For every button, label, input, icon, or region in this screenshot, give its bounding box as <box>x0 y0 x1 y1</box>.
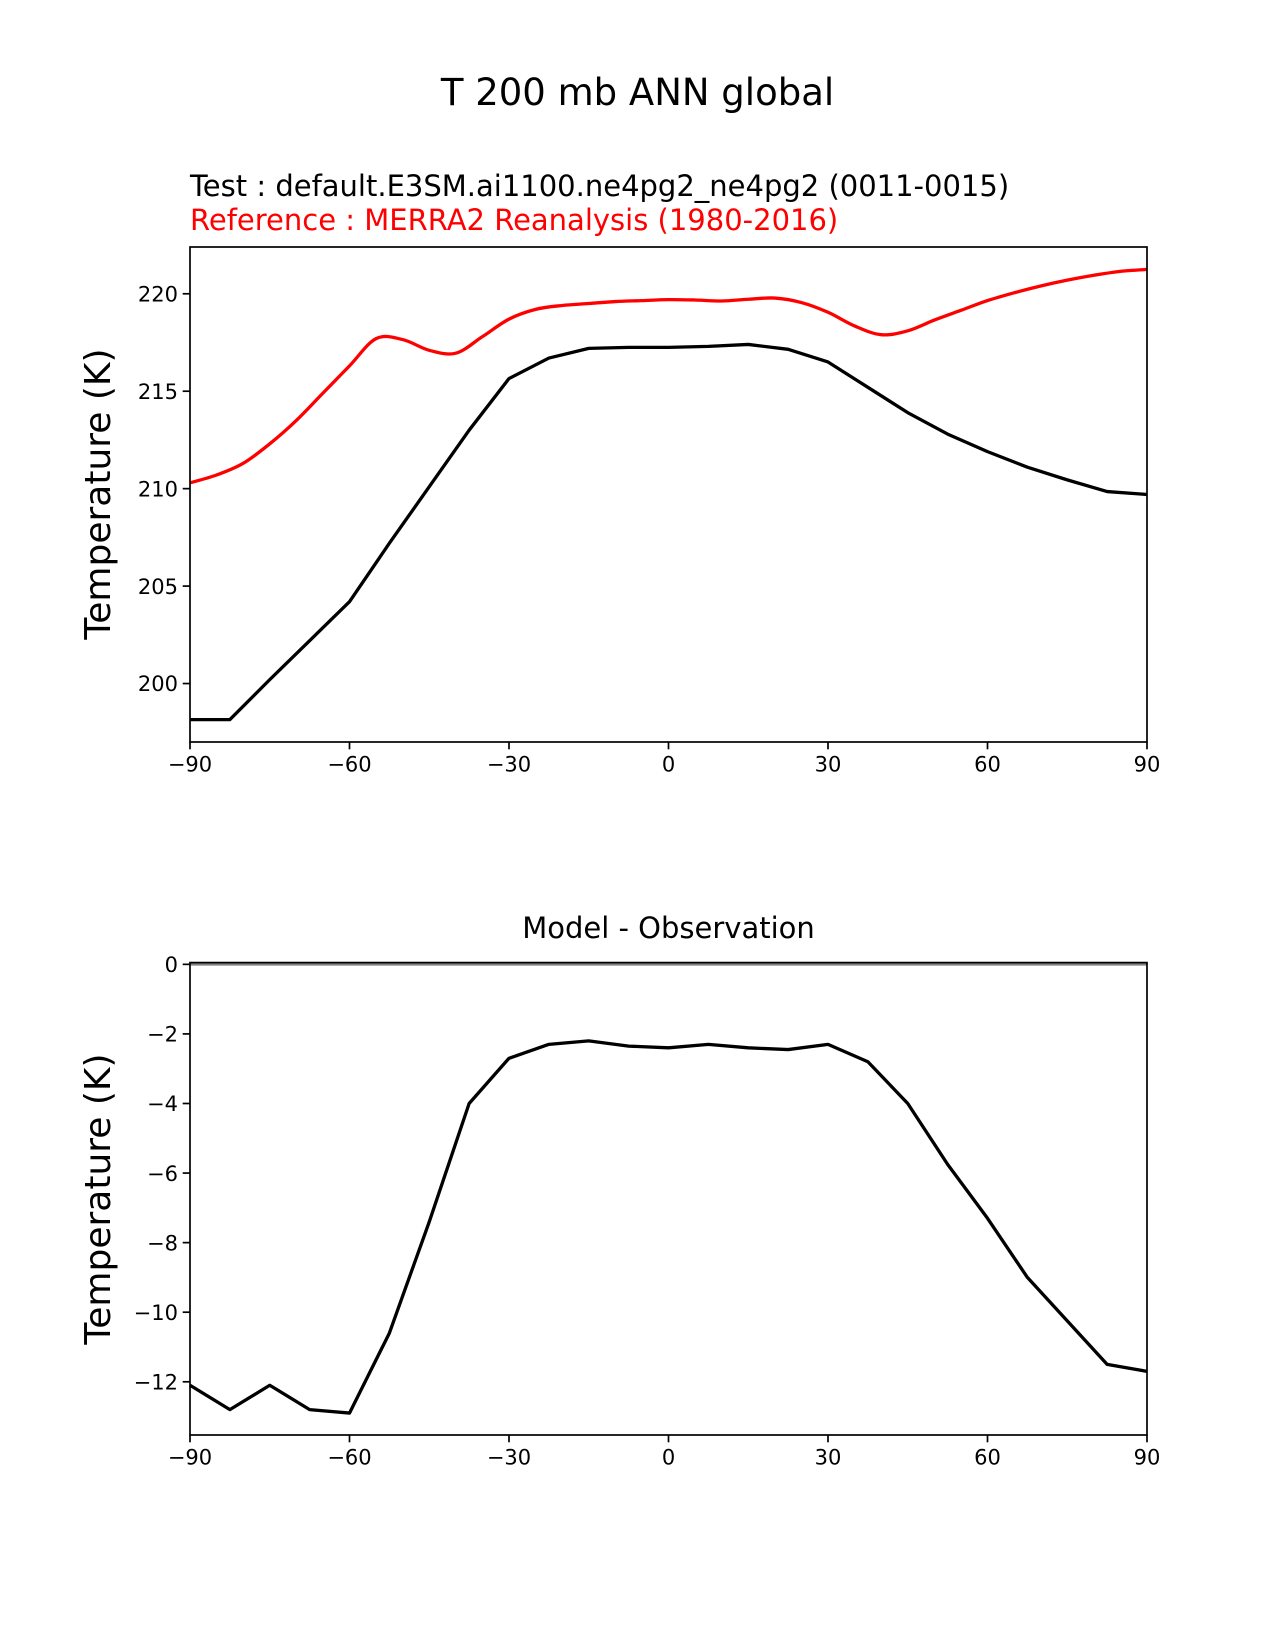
x-tick-label: 0 <box>661 1445 676 1470</box>
series-line-test-default-e3sm-ai1100-ne4pg2-ne4pg2-0011-0015 <box>190 344 1147 719</box>
y-tick-label: 200 <box>137 672 178 697</box>
x-tick-label: −60 <box>327 752 372 777</box>
plot-1 <box>134 953 1161 1469</box>
x-tick-label: 30 <box>814 1445 842 1470</box>
x-tick-label: 90 <box>1133 752 1161 777</box>
y-tick-label: −10 <box>133 1300 178 1325</box>
x-tick-label: −30 <box>486 752 532 777</box>
y-tick-label: 0 <box>164 953 178 978</box>
x-tick-label: −60 <box>327 1445 372 1470</box>
bottom-y-axis-label: Temperature (K) <box>78 1053 119 1345</box>
y-tick-label: −2 <box>147 1022 178 1047</box>
series-line-reference-merra2-reanalysis-1980-2016 <box>190 269 1147 482</box>
x-axis-ticks <box>168 742 1161 777</box>
top-y-axis-label: Temperature (K) <box>78 348 119 640</box>
figure-title: T 200 mb ANN global <box>440 71 835 114</box>
x-tick-label: −90 <box>167 752 213 777</box>
x-tick-label: 60 <box>974 1445 1001 1470</box>
y-tick-label: −12 <box>133 1370 178 1395</box>
y-tick-label: 215 <box>137 379 178 404</box>
x-tick-label: 30 <box>814 752 842 777</box>
x-tick-label: 60 <box>974 752 1001 777</box>
series-line-model-observation-difference <box>190 1041 1147 1413</box>
y-tick-label: 205 <box>137 574 178 599</box>
reference-run-label: Reference : MERRA2 Reanalysis (1980-2016) <box>190 203 839 237</box>
y-tick-label: 220 <box>137 282 178 307</box>
x-axis-ticks <box>168 1435 1161 1470</box>
y-tick-label: −8 <box>147 1231 178 1256</box>
y-tick-label: −6 <box>147 1161 178 1186</box>
x-tick-label: 90 <box>1133 1445 1161 1470</box>
y-axis-ticks <box>134 953 190 1394</box>
test-run-label: Test : default.E3SM.ai1100.ne4pg2_ne4pg2 (0011-0015) <box>190 169 1010 203</box>
x-tick-label: −90 <box>167 1445 213 1470</box>
y-tick-label: −4 <box>147 1092 178 1117</box>
axes-border <box>190 247 1147 742</box>
x-tick-label: −30 <box>486 1445 532 1470</box>
axes-border <box>190 963 1147 1435</box>
plot-0 <box>138 247 1160 777</box>
x-tick-label: 0 <box>661 752 676 777</box>
y-tick-label: 210 <box>137 477 178 502</box>
difference-plot-title: Model - Observation <box>522 911 815 945</box>
y-axis-ticks <box>138 282 190 696</box>
